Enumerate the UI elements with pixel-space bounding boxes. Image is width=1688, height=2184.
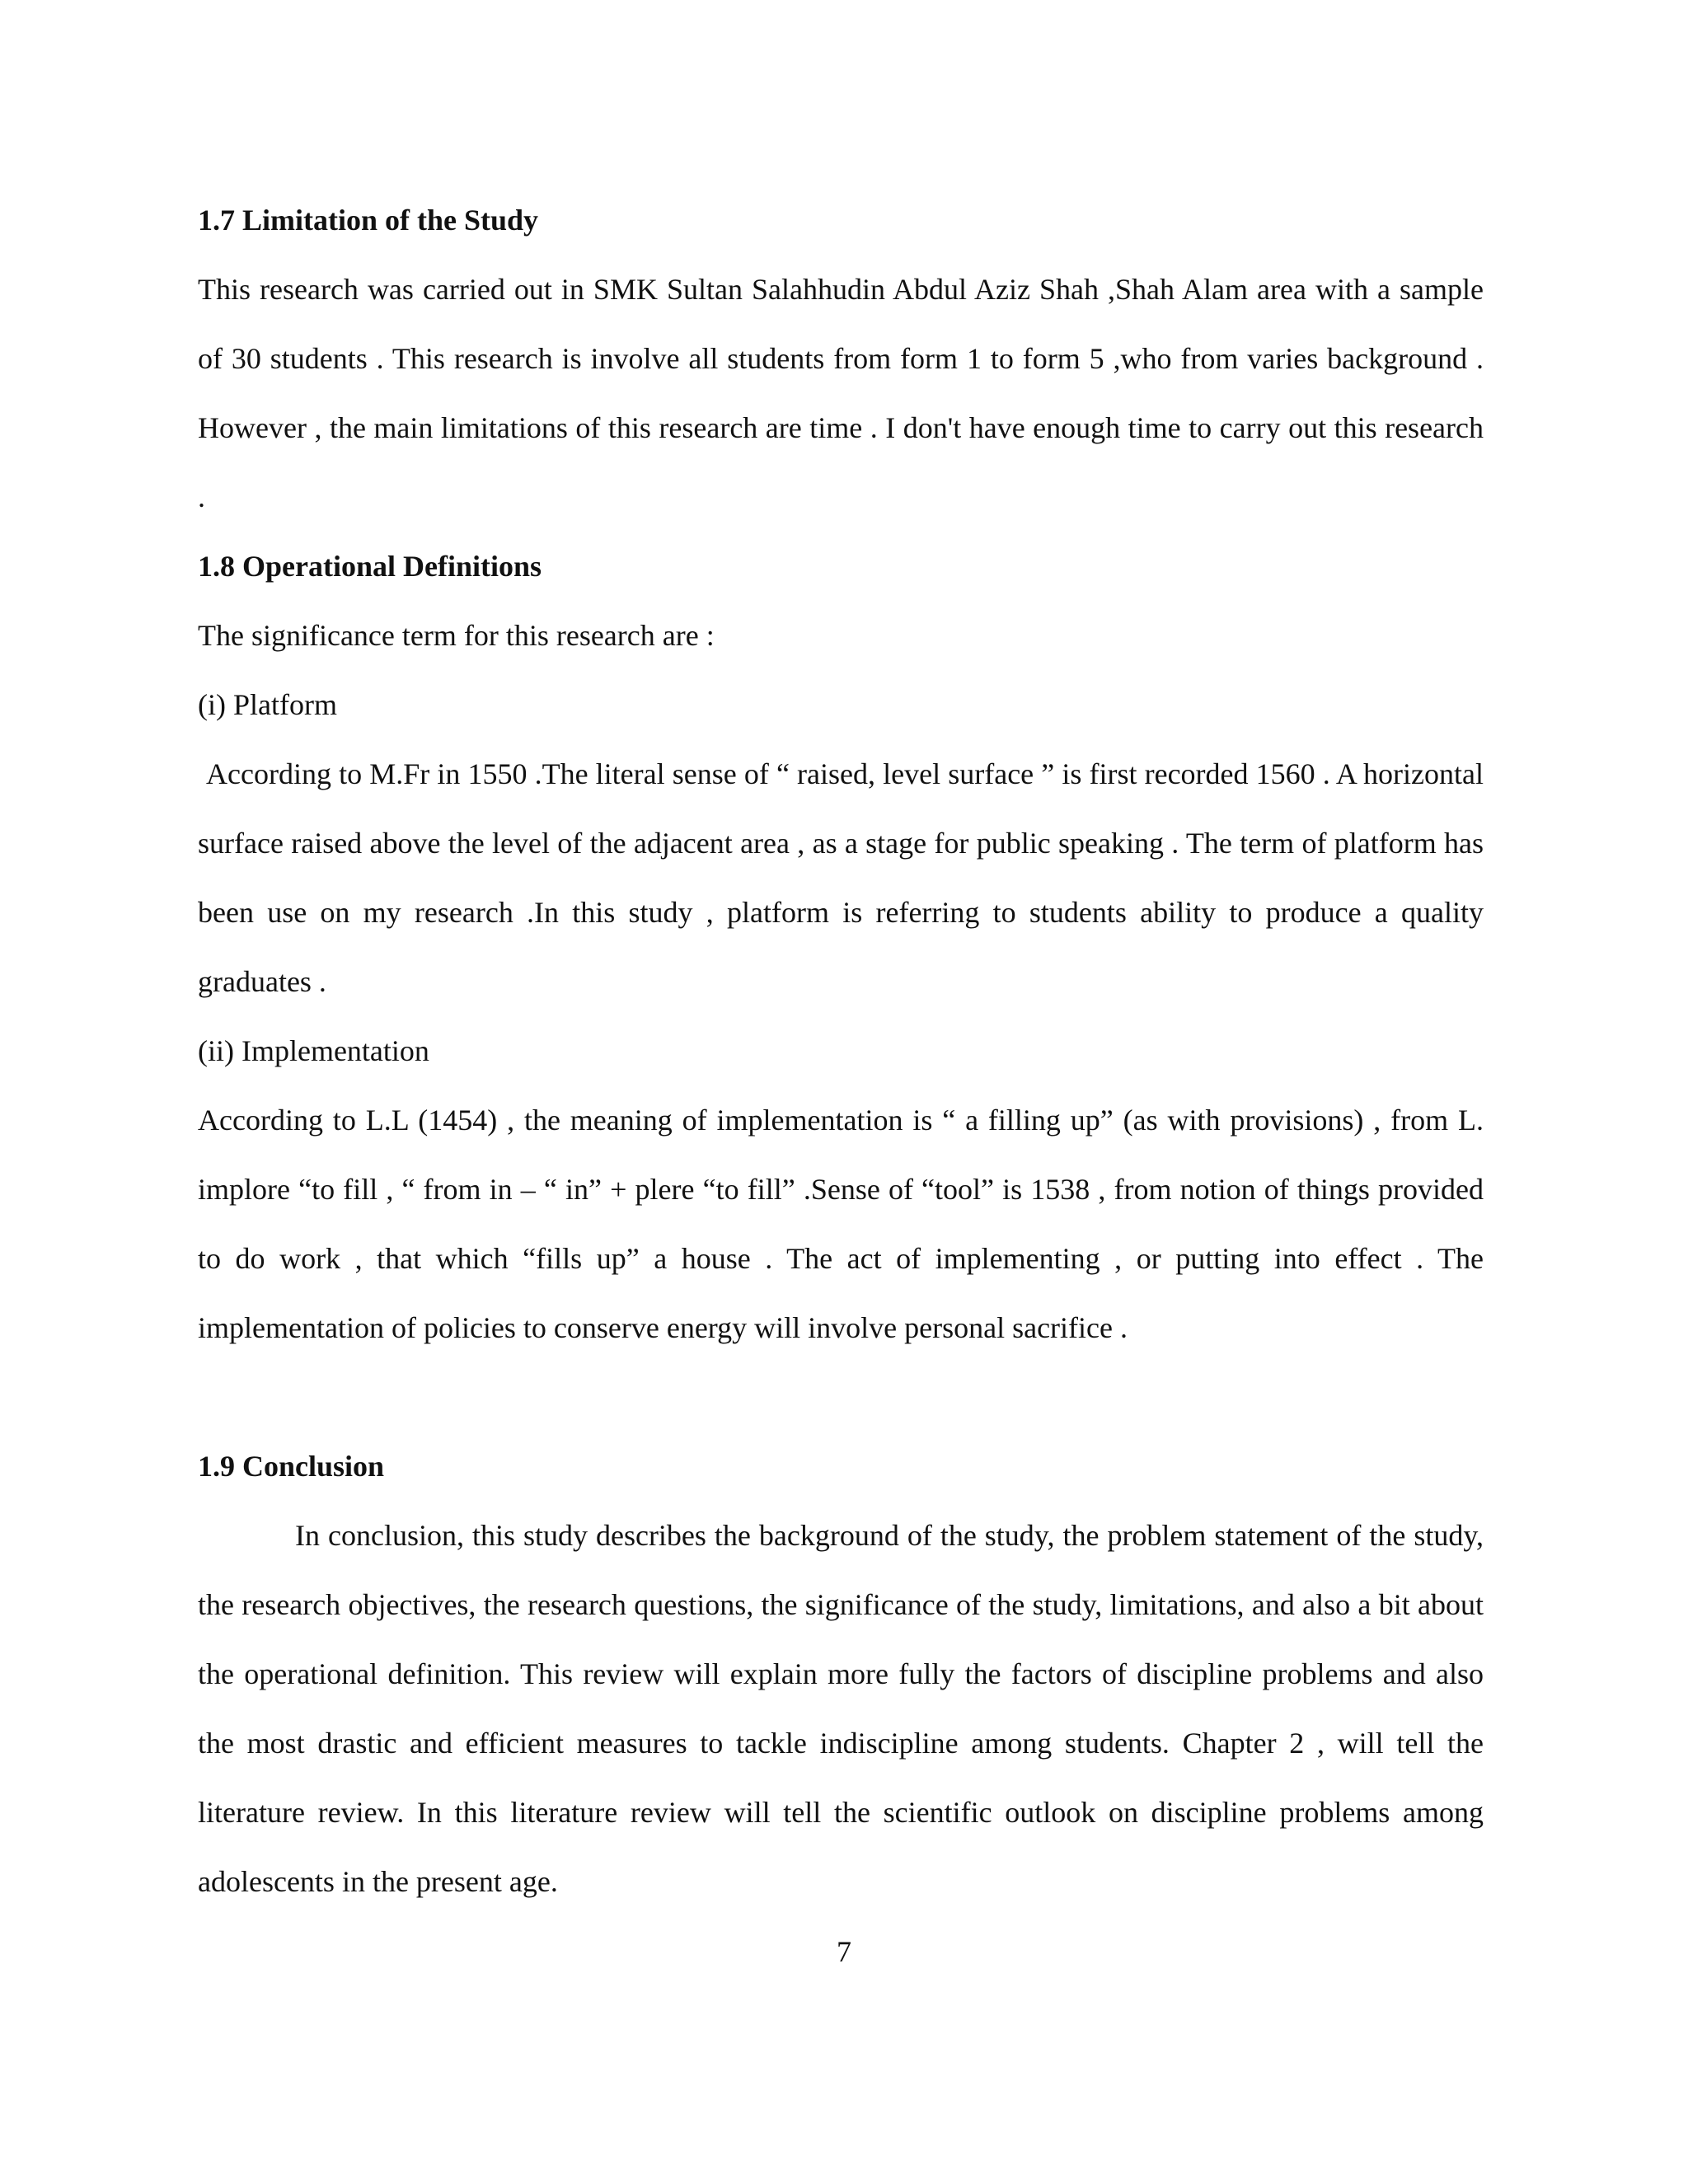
term-title-implementation: (ii) Implementation <box>198 1034 429 1067</box>
page-number: 7 <box>837 1935 851 1968</box>
operational-intro: The significance term for this research are : <box>198 619 715 652</box>
section-heading-conclusion: 1.9 Conclusion <box>198 1450 385 1483</box>
section-heading-limitation: 1.7 Limitation of the Study <box>198 204 539 237</box>
document-page <box>198 185 1484 1916</box>
section-spacer <box>198 1362 1484 1432</box>
term-body-implementation: According to L.L (1454) , the meaning of implementation is “ a filling up” (as with provisions) , from L. implore “to fill , “ from in – “ in” + plere “to fill” .Sense of “tool” is 1538 , from notion of things provided to do work , that which “fills up” a house . The act of implementing , or putting into effect . The implementation of policies to conserve energy will involve personal sacrifice . <box>198 1104 1484 1344</box>
term-title-platform: (i) Platform <box>198 688 337 721</box>
conclusion-paragraph: In conclusion, this study describes the background of the study, the problem statement of the study, the research objectives, the research questions, the significance of the study, limitations, and also a bit about the operational definition. This review will explain more fully the factors of discipline problems and also the most drastic and efficient measures to tackle indiscipline among students. Chapter 2 , will tell the literature review. In this literature review will tell the scientific outlook on discipline problems among adolescents in the present age. <box>198 1519 1484 1898</box>
section-heading-operational-definitions: 1.8 Operational Definitions <box>198 550 542 583</box>
term-body-platform: According to M.Fr in 1550 .The literal sense of “ raised, level surface ” is first recorded 1560 . A horizontal surface raised above the level of the adjacent area , as a stage for public speaking . The term of platform has been use on my research .In this study , platform is referring to students ability to produce a quality graduates . <box>198 757 1484 998</box>
limitation-paragraph: This research was carried out in SMK Sultan Salahhudin Abdul Aziz Shah ,Shah Alam area with a sample of 30 students . This research is involve all students from form 1 to form 5 ,who from varies background . However , the main limitations of this research are time . I don't have enough time to carry out this research . <box>198 273 1484 513</box>
